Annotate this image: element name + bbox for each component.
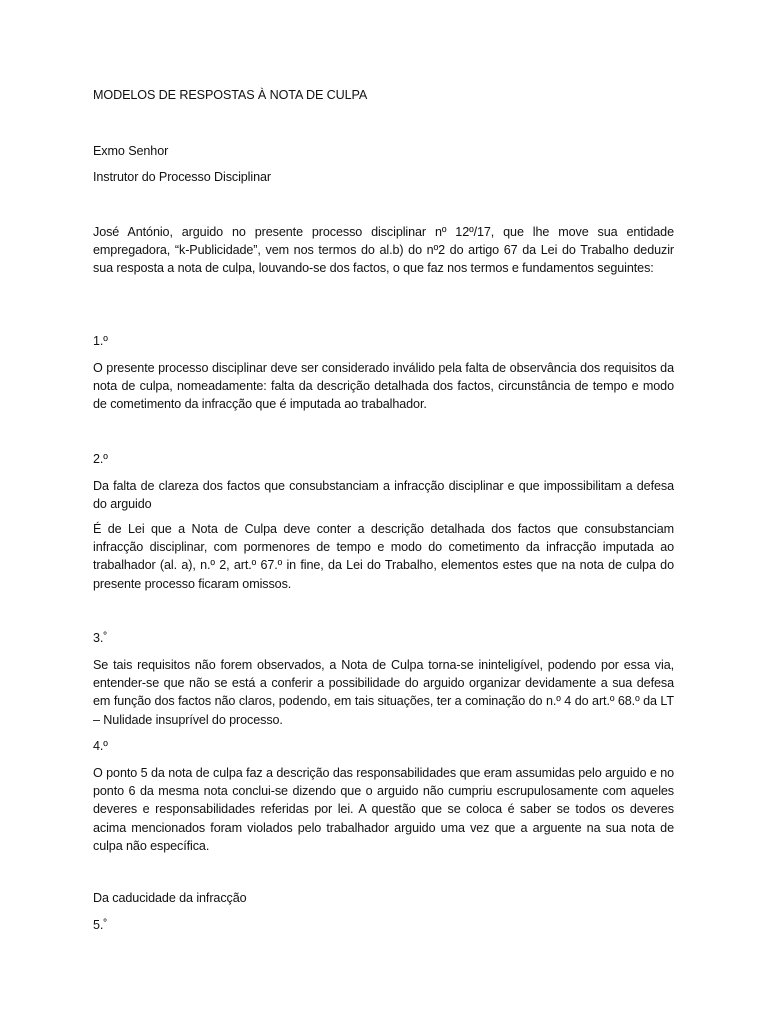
section-2-text-b: É de Lei que a Nota de Culpa deve conter a descrição detalhada dos factos que consubstanciam infracção disciplinar, com pormenores de tempo e modo do cometimento da infracção imputada ao trabalhador (al. a), n.º 2, art.º 67.º in fine, da Lei do Trabalho, elementos estes que na nota de culpa do presente processo ficaram omissos. [93,522,674,591]
section-1-number: 1.º [93,334,108,348]
section-3-text: Se tais requisitos não forem observados, a Nota de Culpa torna-se ininteligível, podendo por essa via, entender-se que não se está a conferir a possibilidade do arguido organizar devidamente a sua defesa em função dos factos não claros, podendo, em tais situações, ter a cominação do n.º 4 do art.º 68.º da LT – Nulidade insuprível do processo. [93,658,674,727]
section-5-heading: Da caducidade da infracção [93,891,247,905]
intro-paragraph: José António, arguido no presente processo disciplinar nº 12º/17, que lhe move sua entidade empregadora, “k-Publicidade”, vem nos termos do al.b) do nº2 do artigo 67 da Lei do Trabalho deduzir sua resposta a nota de culpa, louvando-se dos factos, o que faz nos termos e fundamentos seguintes: [93,225,674,276]
salutation: Exmo Senhor [93,144,169,158]
recipient: Instrutor do Processo Disciplinar [93,170,271,184]
section-4-text: O ponto 5 da nota de culpa faz a descrição das responsabilidades que eram assumidas pelo arguido e no ponto 6 da mesma nota conclui-se dizendo que o arguido não cumpriu escrupulosamente com aqueles deveres e responsabilidades referidas por lei. A questão que se coloca é saber se todos os deveres acima mencionados foram violados pelo trabalhador arguido uma vez que a arguente na sua nota de culpa não específica. [93,766,674,853]
section-1-text: O presente processo disciplinar deve ser considerado inválido pela falta de observância dos requisitos da nota de culpa, nomeadamente: falta da descrição detalhada dos factos, circunstância de tempo e modo de cometimento da infracção que é imputada ao trabalhador. [93,361,674,412]
section-2-text-a: Da falta de clareza dos factos que consubstanciam a infracção disciplinar e que impossibilitam a defesa do arguido [93,479,674,512]
section-4-number: 4.º [93,739,108,753]
section-2-number: 2.º [93,452,108,466]
section-5-number: 5.˚ [93,918,108,932]
document-title: MODELOS DE RESPOSTAS À NOTA DE CULPA [93,88,368,102]
section-3-number: 3.˚ [93,631,108,645]
